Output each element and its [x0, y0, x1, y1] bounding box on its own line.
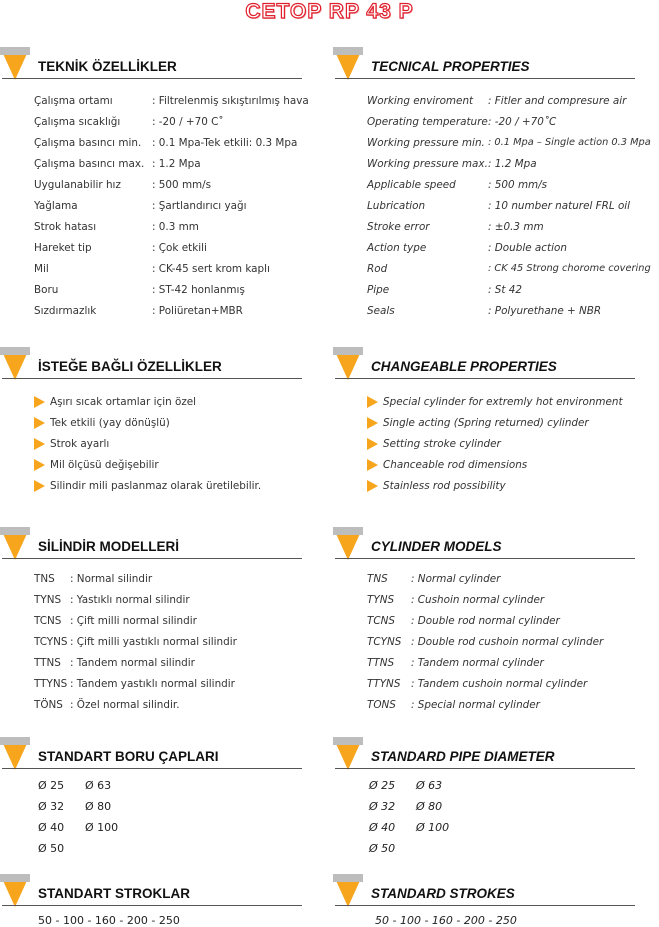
model-code: TTYNS [34, 678, 68, 690]
spec-value: : 0.3 mm [152, 221, 199, 233]
bullet-arrow-icon [367, 396, 378, 408]
section-heading: CYLINDER MODELS [371, 539, 502, 554]
section-marker-icon [0, 47, 30, 80]
diameter-value: Ø 63 [416, 779, 443, 792]
model-desc: : Normal cylinder [411, 573, 501, 585]
section-heading: CHANGEABLE PROPERTIES [371, 359, 557, 374]
model-code: TCNS [34, 615, 62, 627]
diameter-value: Ø 80 [416, 800, 443, 813]
model-desc: : Normal silindir [70, 573, 153, 585]
spec-key: Hareket tip [34, 242, 92, 254]
spec-value: : St 42 [488, 284, 522, 296]
spec-key: Working pressure min. [367, 137, 485, 149]
heading-rule [2, 78, 302, 79]
spec-value: : Çok etkili [152, 242, 207, 254]
section-heading: STANDARD PIPE DIAMETER [371, 749, 555, 764]
section-technical [0, 47, 310, 317]
section-heading: İSTEĞE BAĞLI ÖZELLİKLER [38, 359, 222, 374]
model-desc: : Tandem cushoin normal cylinder [411, 678, 588, 690]
section-heading: STANDART BORU ÇAPLARI [38, 749, 219, 764]
model-desc: : Double rod cushoin normal cylinder [411, 636, 604, 648]
model-code: TÖNS [34, 699, 63, 711]
section-pipe-diameter [0, 737, 310, 855]
model-desc: : Tandem normal cylinder [411, 657, 544, 669]
list-item-text: Stainless rod possibility [383, 480, 506, 492]
heading-rule [335, 905, 635, 906]
section-strokes [333, 874, 643, 927]
model-desc: : Cushoin normal cylinder [411, 594, 545, 606]
list-item-text: Silindir mili paslanmaz olarak üretilebilir. [50, 480, 262, 492]
model-code: TNS [367, 573, 388, 585]
heading-rule [335, 378, 635, 379]
model-code: TNS [34, 573, 55, 585]
spec-value: : 1.2 Mpa [152, 158, 201, 170]
model-code: TCYNS [34, 636, 68, 648]
section-heading: TECNICAL PROPERTIES [371, 59, 530, 74]
section-marker-icon [0, 737, 30, 770]
section-marker-icon [333, 527, 363, 560]
section-heading: TEKNİK ÖZELLİKLER [38, 59, 177, 74]
section-models [0, 527, 310, 711]
model-desc: : Yastıklı normal silindir [70, 594, 190, 606]
spec-key: Uygulanabilir hız [34, 179, 121, 191]
diameter-value: Ø 25 [369, 779, 396, 792]
section-marker-icon [0, 874, 30, 907]
heading-rule [2, 768, 302, 769]
section-heading: STANDART STROKLAR [38, 886, 190, 901]
spec-value: : 0.1 Mpa – Single action 0.3 Mpa [488, 137, 651, 148]
bullet-arrow-icon [34, 396, 45, 408]
list-item-text: Aşırı sıcak ortamlar için özel [50, 396, 197, 408]
diameter-value: Ø 100 [416, 821, 450, 834]
model-desc: : Çift milli yastıklı normal silindir [70, 636, 237, 648]
section-optional [333, 347, 643, 492]
spec-value: : ST-42 honlanmış [152, 284, 245, 296]
spec-value: : Double action [488, 242, 567, 254]
spec-key: Working pressure max. [367, 158, 488, 170]
spec-key: Operating temperature [367, 116, 488, 128]
section-heading: SİLİNDİR MODELLERİ [38, 539, 179, 554]
bullet-arrow-icon [367, 438, 378, 450]
spec-key: Yağlama [34, 200, 78, 212]
spec-key: Çalışma ortamı [34, 95, 113, 107]
spec-value: : ±0.3 mm [488, 221, 544, 233]
list-item-text: Setting stroke cylinder [383, 438, 501, 450]
heading-rule [2, 558, 302, 559]
section-optional [0, 347, 310, 492]
list-item-text: Tek etkili (yay dönüşlü) [50, 417, 170, 429]
spec-value: : 0.1 Mpa-Tek etkili: 0.3 Mpa [152, 137, 298, 149]
spec-value: : Poliüretan+MBR [152, 305, 243, 317]
bullet-arrow-icon [367, 459, 378, 471]
section-pipe-diameter [333, 737, 643, 855]
stroke-values: 50 - 100 - 160 - 200 - 250 [38, 914, 180, 927]
spec-key: Stroke error [367, 221, 430, 233]
diameter-value: Ø 100 [85, 821, 119, 834]
heading-rule [335, 768, 635, 769]
heading-rule [2, 378, 302, 379]
bullet-arrow-icon [367, 480, 378, 492]
section-marker-icon [333, 47, 363, 80]
spec-key: Working enviroment [367, 95, 474, 107]
model-code: TCNS [367, 615, 395, 627]
diameter-value: Ø 63 [85, 779, 112, 792]
section-technical [333, 47, 651, 317]
spec-value: : -20 / +70˚C [488, 116, 557, 128]
spec-key: Çalışma sıcaklığı [34, 116, 121, 128]
spec-key: Çalışma basıncı max. [34, 158, 145, 170]
model-code: TCYNS [367, 636, 402, 648]
heading-rule [335, 78, 635, 79]
spec-key: Seals [367, 305, 395, 317]
stroke-values: 50 - 100 - 160 - 200 - 250 [375, 914, 517, 927]
model-desc: : Özel normal silindir. [70, 699, 180, 711]
diameter-value: Ø 80 [85, 800, 112, 813]
section-marker-icon [0, 347, 30, 380]
bullet-arrow-icon [34, 438, 45, 450]
spec-value: : Filtrelenmiş sıkıştırılmış hava [152, 95, 309, 107]
list-item-text: Mil ölçüsü değişebilir [50, 459, 159, 471]
spec-value: : -20 / +70 C˚ [152, 116, 224, 128]
spec-value: : CK-45 sert krom kaplı [152, 263, 270, 275]
model-code: TTYNS [367, 678, 401, 690]
spec-value: : 500 mm/s [488, 179, 548, 191]
section-heading: STANDARD STROKES [371, 886, 515, 901]
heading-rule [2, 905, 302, 906]
model-code: TONS [367, 699, 396, 711]
diameter-value: Ø 25 [38, 779, 65, 792]
spec-key: Boru [34, 284, 59, 296]
spec-value: : Polyurethane + NBR [488, 305, 602, 317]
model-desc: : Double rod normal cylinder [411, 615, 560, 627]
model-desc: : Çift milli normal silindir [70, 615, 197, 627]
bullet-arrow-icon [34, 459, 45, 471]
spec-value: : Fitler and compresure air [488, 95, 627, 107]
spec-key: Applicable speed [367, 179, 456, 191]
spec-key: Lubrication [367, 200, 426, 212]
spec-value: : Şartlandırıcı yağı [152, 200, 247, 212]
model-desc: : Special normal cylinder [411, 699, 540, 711]
section-marker-icon [333, 737, 363, 770]
diameter-value: Ø 50 [369, 842, 396, 855]
page-title: CETOP RP 43 P [245, 0, 414, 23]
bullet-arrow-icon [34, 417, 45, 429]
section-marker-icon [333, 347, 363, 380]
spec-value: : CK 45 Strong chorome covering [488, 263, 651, 274]
diameter-value: Ø 40 [369, 821, 396, 834]
spec-value: : 10 number naturel FRL oil [488, 200, 631, 212]
spec-key: Rod [367, 263, 388, 275]
section-models [333, 527, 643, 711]
model-code: TYNS [367, 594, 395, 606]
spec-value: : 500 mm/s [152, 179, 212, 191]
diameter-value: Ø 32 [369, 800, 396, 813]
list-item-text: Strok ayarlı [50, 438, 110, 450]
diameter-value: Ø 32 [38, 800, 65, 813]
list-item-text: Chanceable rod dimensions [383, 459, 528, 471]
model-code: TYNS [34, 594, 62, 606]
model-code: TTNS [34, 657, 61, 669]
model-desc: : Tandem normal silindir [70, 657, 195, 669]
section-marker-icon [333, 874, 363, 907]
diameter-value: Ø 40 [38, 821, 65, 834]
list-item-text: Single acting (Spring returned) cylinder [383, 417, 589, 429]
spec-key: Action type [367, 242, 427, 254]
spec-key: Strok hatası [34, 221, 97, 233]
bullet-arrow-icon [367, 417, 378, 429]
model-code: TTNS [367, 657, 395, 669]
bullet-arrow-icon [34, 480, 45, 492]
spec-key: Sızdırmazlık [34, 305, 97, 317]
model-desc: : Tandem yastıklı normal silindir [70, 678, 235, 690]
spec-key: Pipe [367, 284, 390, 296]
spec-value: : 1.2 Mpa [488, 158, 537, 170]
diameter-value: Ø 50 [38, 842, 65, 855]
spec-key: Çalışma basıncı min. [34, 137, 142, 149]
spec-key: Mil [34, 263, 49, 275]
heading-rule [335, 558, 635, 559]
section-strokes [0, 874, 310, 927]
section-marker-icon [0, 527, 30, 560]
list-item-text: Special cylinder for extremly hot environment [383, 396, 623, 408]
